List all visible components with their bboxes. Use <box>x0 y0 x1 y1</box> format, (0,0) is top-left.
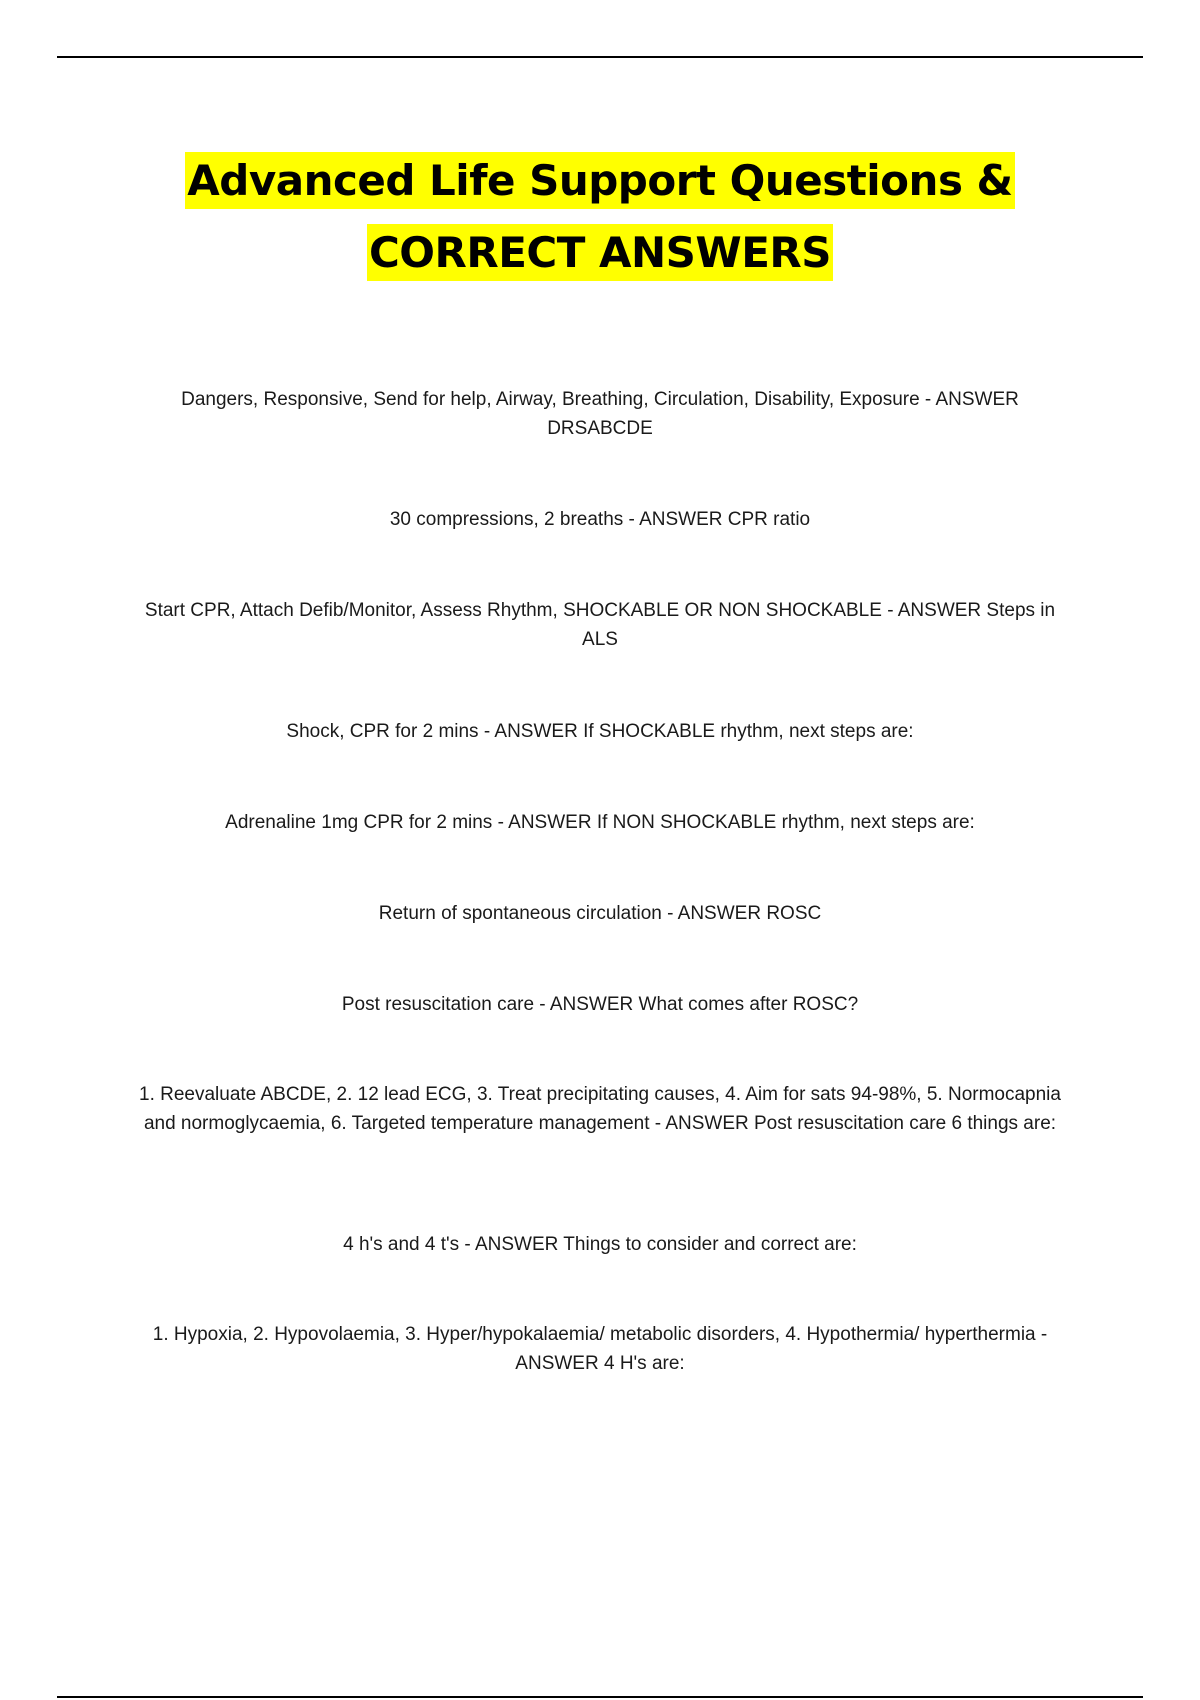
qa-item-hs-and-ts: 4 h's and 4 t's - ANSWER Things to consider and correct are: <box>343 1234 857 1255</box>
title-text-1: Advanced Life Support Questions & <box>185 152 1014 209</box>
qa-item-shockable: Shock, CPR for 2 mins - ANSWER If SHOCKABLE rhythm, next steps are: <box>286 721 914 742</box>
qa-item-4-hs: 1. Hypoxia, 2. Hypovolaemia, 3. Hyper/hypokalaemia/ metabolic disorders, 4. Hypothermia/ hyperthermia - ANSWER 4 H's are: <box>152 1324 1048 1374</box>
document-title <box>0 145 1200 289</box>
qa-item-als-steps: Start CPR, Attach Defib/Monitor, Assess Rhythm, SHOCKABLE OR NON SHOCKABLE - ANSWER Steps in ALS <box>144 600 1056 650</box>
title-line-1 <box>0 145 1200 217</box>
qa-item-cpr-ratio: 30 compressions, 2 breaths - ANSWER CPR ratio <box>389 509 811 530</box>
header-rule <box>57 56 1143 58</box>
qa-item-after-rosc: Post resuscitation care - ANSWER What comes after ROSC? <box>341 994 859 1015</box>
qa-item-rosc: Return of spontaneous circulation - ANSWER ROSC <box>378 903 822 924</box>
qa-item-post-resus-care: 1. Reevaluate ABCDE, 2. 12 lead ECG, 3. Treat precipitating causes, 4. Aim for sats 94-98%, 5. Normocapnia and normoglycaemia, 6. Targeted temperature management - ANSWER Post resuscitation care 6 things are: <box>139 1084 1061 1134</box>
qa-item-drsabcde: Dangers, Responsive, Send for help, Airway, Breathing, Circulation, Disability, Exposure - ANSWER DRSABCDE <box>181 389 1019 439</box>
title-line-2 <box>0 217 1200 289</box>
qa-item-non-shockable: Adrenaline 1mg CPR for 2 mins - ANSWER If NON SHOCKABLE rhythm, next steps are: <box>225 812 975 833</box>
footer-rule <box>57 1696 1143 1698</box>
title-text-2: CORRECT ANSWERS <box>367 224 833 281</box>
